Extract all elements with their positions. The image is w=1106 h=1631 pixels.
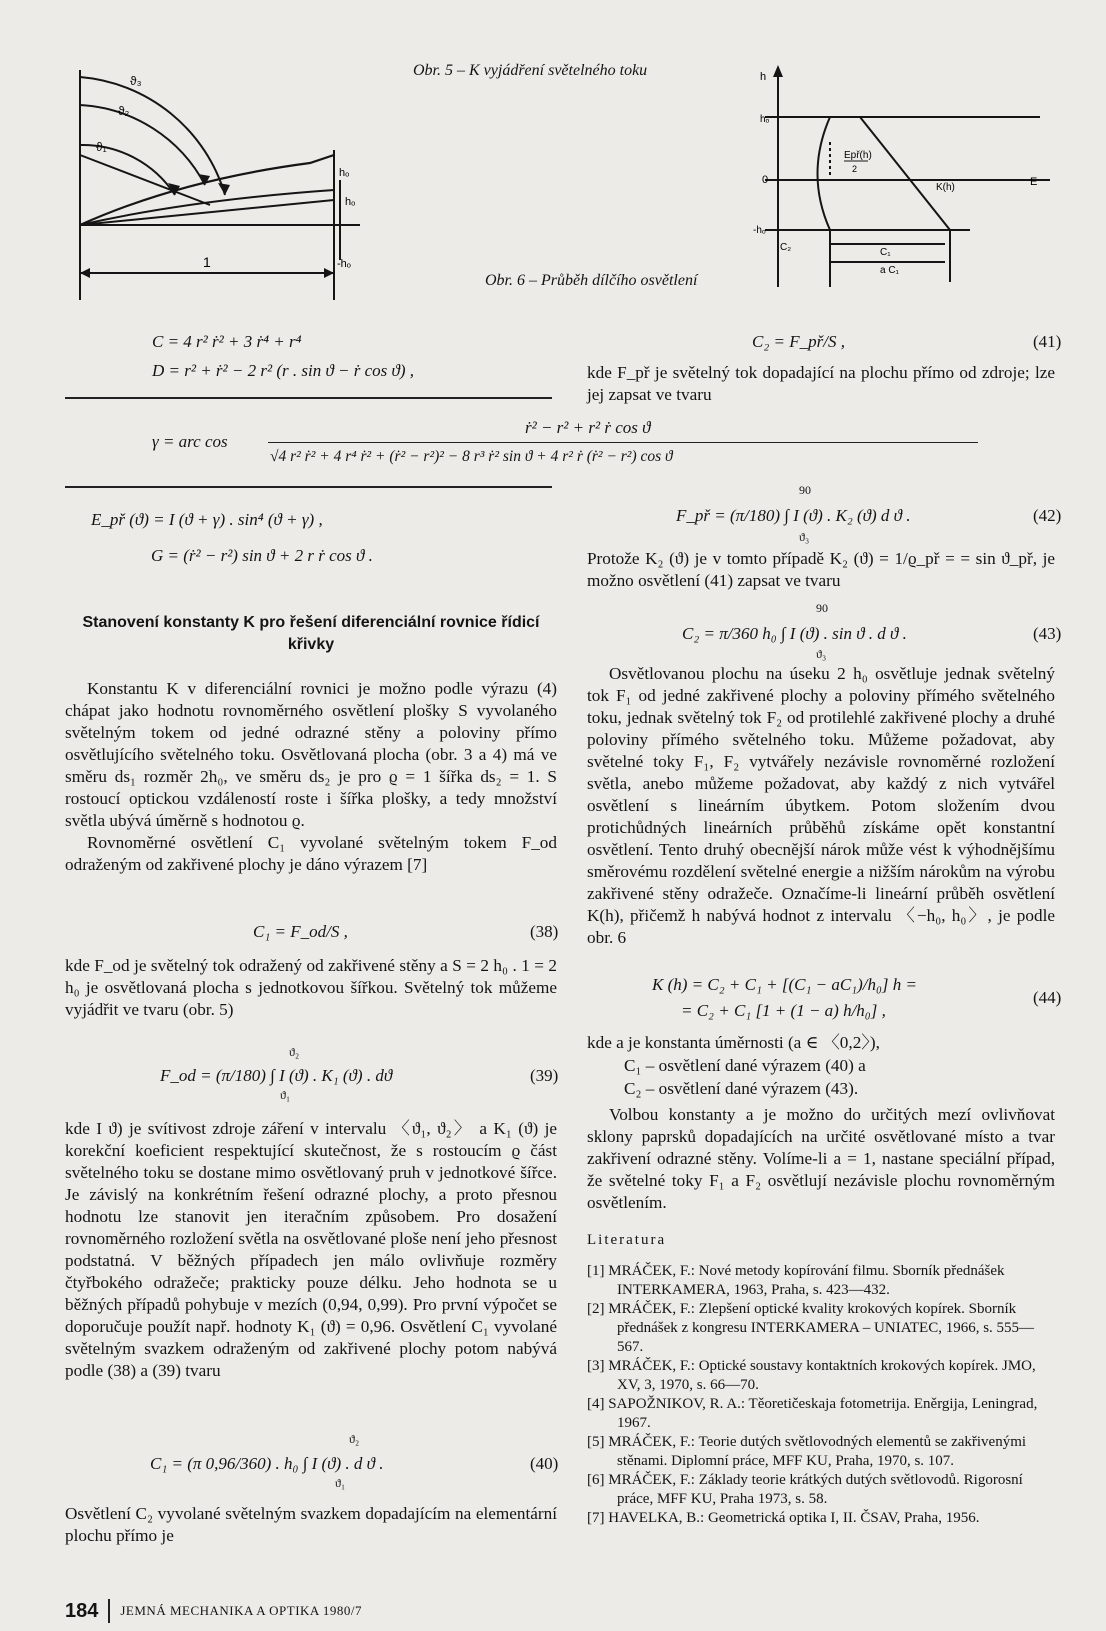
figure-5 [60, 55, 440, 305]
fig6-h: h [760, 71, 767, 83]
gamma-lhs: γ = arc cos [152, 432, 228, 451]
reference-item: [4] SAPOŽNIKOV, R. A.: Těoretičeskaja fotometrija. Eněrgija, Leningrad, 1967. [587, 1396, 1038, 1431]
fig5-one: 1 [203, 254, 211, 270]
eq-44-number: (44) [1033, 988, 1062, 1007]
fig6-ac1: a C₁ [880, 265, 899, 276]
eq-41: C₂ = F_př/S , [752, 332, 845, 351]
rule-1 [65, 397, 552, 399]
gamma-numerator: ṙ² − r² + r² ṙ cos ϑ [525, 418, 651, 437]
left-paragraph-2: Rovnoměrné osvětlení C₁ vyvolané světelným tokem F_od odraženým od zakřivené plochy je dáno výrazem [7] [65, 833, 557, 874]
page-number: 184 [65, 1599, 99, 1622]
eq-44b: = C₂ + C₁ [1 + (1 − a) h/h₀] , [681, 1001, 886, 1020]
left-paragraph-5: Osvětlení C₂ vyvolané světelným svazkem dopadajícím na elementární plochu přímo je [65, 1504, 557, 1545]
fig6-two: 2 [852, 164, 858, 174]
eq-40-sup: ϑ₂ [349, 1432, 360, 1446]
fig5-h0b: hₒ [345, 196, 356, 208]
eq-39-sub: ϑ₁ [280, 1088, 291, 1102]
eq-40: C₁ = (π 0,96/360) . h₀ ∫ I (ϑ) . d ϑ . [150, 1454, 384, 1473]
left-paragraph-4: kde I ϑ) je svítivost zdroje záření v intervalu 〈ϑ₁, ϑ₂〉 a K₁ (ϑ) je korekční koeficient respektující skutečnost, že s rostoucím ϱ část světelného toku se dostane mimo osvětlovaný pruh v jednotkové šířce. Je závislý na konkrétním řešení odrazné plochy, a proto přesnou hodnotu lze stanovit jen iteračním způsobem. Pro dosažení rovnoměrného rozložení světla na osvětlované ploše není jeho přesnost podstatná. V běžných případech jen málo ovlivňuje rozměry čtyřbokého odražeče; prakticky pouze délku. Jeho hodnota se u běžných případů pohybuje v mezích (0,94, 0,99). Pro první výpočet se doporučuje použít např. hodnoty K₁ (ϑ) = 0,96. Osvětlení C₁ vyvolané světelným svazkem odraženým od zakřivené plochy potom nabývá podle (38) a (39) tvaru [65, 1119, 557, 1380]
eq-40-sub: ϑ₁ [335, 1476, 346, 1490]
where-2: C₁ – osvětlení dané výrazem (40) a [624, 1056, 866, 1075]
fig6-e: E [1030, 176, 1038, 188]
references [587, 1262, 1055, 1528]
fig5-mh0: -hₒ [337, 258, 351, 270]
journal-name: JEMNÁ MECHANIKA A OPTIKA 1980/7 [120, 1603, 362, 1618]
figure-6 [740, 62, 1060, 287]
fig6-c1: C₁ [880, 247, 891, 258]
eq-38-number: (38) [530, 922, 559, 941]
left-paragraph-1: Konstantu K v diferenciální rovnici je možno podle výrazu (4) chápat jako hodnotu rovnoměrného osvětlení plošky S vyvolaného světelným tokem od jedné odrazné stěny a poloviny přímo osvětlujícího světelného toku. Osvětlovaná plocha (obr. 3 a 4) má ve směru ds₁ rozměr 2h₀, ve směru ds₂ je pro ϱ = 1 šířka ds₂ = 1. S rostoucí optickou vzdáleností roste i šířka plošky, a tedy množství světla ubývá úměrně s hodnotou ϱ. [65, 679, 557, 830]
fig5-theta1: ϑ₁ [96, 140, 107, 154]
right-text-1: kde F_př je světelný tok dopadající na plochu přímo od zdroje; lze jej zapsat ve tvaru [587, 363, 1055, 404]
eq-44a: K (h) = C₂ + C₁ + [(C₁ − aC₁)/h₀] h = [652, 975, 917, 994]
fig6-h0: hₒ [760, 114, 770, 125]
fig5-theta2: ϑ₂ [118, 104, 130, 118]
reference-item: [5] MRÁČEK, F.: Teorie dutých světlovodných elementů se zakřivenými stěnami. Diplomní práce, MFF KU, Praha, 1970, s. 107. [587, 1434, 1027, 1469]
eq-42-number: (42) [1033, 506, 1062, 525]
right-text-4: Volbou konstanty a je možno do určitých mezí ovlivňovat sklony paprsků dopadajících na určité osvětlované místo a tvar zakřivení odrazné stěny. Volíme-li a = 1, nastane speciální případ, že světelné toky F₁ a F₂ osvětlují nezávisle plochu rovnoměrným osvětlením. [587, 1105, 1055, 1212]
eq-42: F_př = (π/180) ∫ I (ϑ) . K₂ (ϑ) d ϑ . [676, 506, 911, 525]
gamma-denominator: √4 r² ṙ² + 4 r⁴ ṙ² + (ṙ² − r²)² − 8 r³ ṙ² sin ϑ + 4 r² ṙ (ṙ² − r²) cos ϑ [270, 448, 673, 465]
literature-title: Literatura [587, 1232, 667, 1248]
reference-item: [6] MRÁČEK, F.: Základy teorie krátkých dutých světlovodů. Rigorosní práce, MFF KU, Praha 1973, s. 58. [587, 1472, 1023, 1507]
left-paragraph-3: kde F_od je světelný tok odražený od zakřivené stěny a S = 2 h₀ . 1 = 2 h₀ je osvětlovaná plocha s jednotkovou šířkou. Světelný tok můžeme vyjádřit ve tvaru (obr. 5) [65, 956, 557, 1019]
fig5-h0: hₒ [339, 167, 350, 179]
reference-item: [1] MRÁČEK, F.: Nové metody kopírování filmu. Sborník přednášek INTERKAMERA, 1963, Praha, s. 423—432. [587, 1263, 1005, 1298]
reference-item: [2] MRÁČEK, F.: Zlepšení optické kvality krokových kopírek. Sborník přednášek z kongresu INTERKAMERA – UNIATEC, 1966, s. 555—567. [587, 1301, 1035, 1355]
eq-D: D = r² + ṙ² − 2 r² (r . sin ϑ − ṙ cos ϑ) , [152, 361, 415, 380]
gamma-fraction-bar [268, 442, 978, 443]
rule-2 [65, 486, 552, 488]
footer-divider [108, 1599, 110, 1623]
where-3: C₂ – osvětlení dané výrazem (43). [624, 1079, 859, 1098]
fig6-epr: Epř(h) [844, 150, 872, 161]
where-1: kde a je konstanta úměrnosti (a ∈ 〈0,2〉), [587, 1033, 880, 1052]
eq-38: C₁ = F_od/S , [253, 922, 348, 941]
fig5-theta3: ϑ₃ [130, 74, 142, 88]
eq-C: C = 4 r² ṙ² + 3 ṙ⁴ + r⁴ [152, 332, 302, 351]
eq-G: G = (ṙ² − r²) sin ϑ + 2 r ṙ cos ϑ . [151, 546, 373, 565]
fig6-mh0: -hₒ [753, 225, 766, 236]
fig6-zero: 0 [762, 174, 769, 186]
eq-Epr: E_př (ϑ) = I (ϑ + γ) . sin⁴ (ϑ + γ) , [91, 510, 323, 529]
fig6-kh: K(h) [936, 182, 955, 193]
right-text-2: Protože K₂ (ϑ) je v tomto případě K₂ (ϑ) = 1/ϱ_př = = sin ϑ_př, je možno osvětlení (41) zapsat ve tvaru [587, 549, 1055, 590]
fig5-caption: Obr. 5 – K vyjádření světelného toku [413, 62, 648, 79]
eq-42-sup: 90 [799, 483, 811, 497]
fig6-c2: C₂ [780, 242, 792, 253]
left-body [65, 678, 557, 876]
eq-39-number: (39) [530, 1066, 559, 1085]
fig6-caption: Obr. 6 – Průběh dílčího osvětlení [485, 272, 698, 289]
eq-42-sub: ϑ₃ [799, 530, 810, 544]
footer [65, 1598, 362, 1624]
reference-item: [3] MRÁČEK, F.: Optické soustavy kontaktních krokových kopírek. JMO, XV, 3, 1970, s. 66—70. [587, 1358, 1036, 1393]
eq-43-sub: ϑ₃ [816, 647, 827, 661]
eq-43-number: (43) [1033, 624, 1062, 643]
right-text-3: Osvětlovanou plochu na úseku 2 h₀ osvětluje jednak světelný tok F₁ od jedné zakřivené plochy a poloviny přímého světelného toku, jednak světelný tok F₂ od protilehlé zakřivené plochy a druhé poloviny přímého světelného toku. Můžeme požadovat, aby světelné toky F₁, F₂ vytvářely nezávisle rovnoměrné rozložení světla, anebo můžeme požadovat, aby každý z nich vytvářel osvětlení s lineárním úbytkem. Potom složením dvou protichůdných lineárních průběhů získáme opět konstantní osvětlení. Tento druhý obecnější nárok může vést k výhodnějšímu směrovému rozdělení světelné energie a nižším nárokům na výrobu zakřivené stěny odražeče. Označíme-li lineární průběh osvětlení K(h), přičemž h nabývá hodnot z intervalu 〈−h₀, h₀〉, je podle obr. 6 [587, 664, 1055, 947]
eq-40-number: (40) [530, 1454, 559, 1473]
eq-41-number: (41) [1033, 332, 1062, 351]
section-heading: Stanovení konstanty K pro řešení diferenciální rovnice řídicí křivky [82, 614, 540, 653]
eq-43-sup: 90 [816, 601, 828, 615]
eq-39: F_od = (π/180) ∫ I (ϑ) . K₁ (ϑ) . dϑ [160, 1066, 393, 1085]
eq-43: C₂ = π/360 h₀ ∫ I (ϑ) . sin ϑ . d ϑ . [682, 624, 907, 643]
eq-39-sup: ϑ₂ [289, 1045, 300, 1059]
reference-item: [7] HAVELKA, B.: Geometrická optika I, II. ČSAV, Praha, 1956. [587, 1510, 980, 1526]
